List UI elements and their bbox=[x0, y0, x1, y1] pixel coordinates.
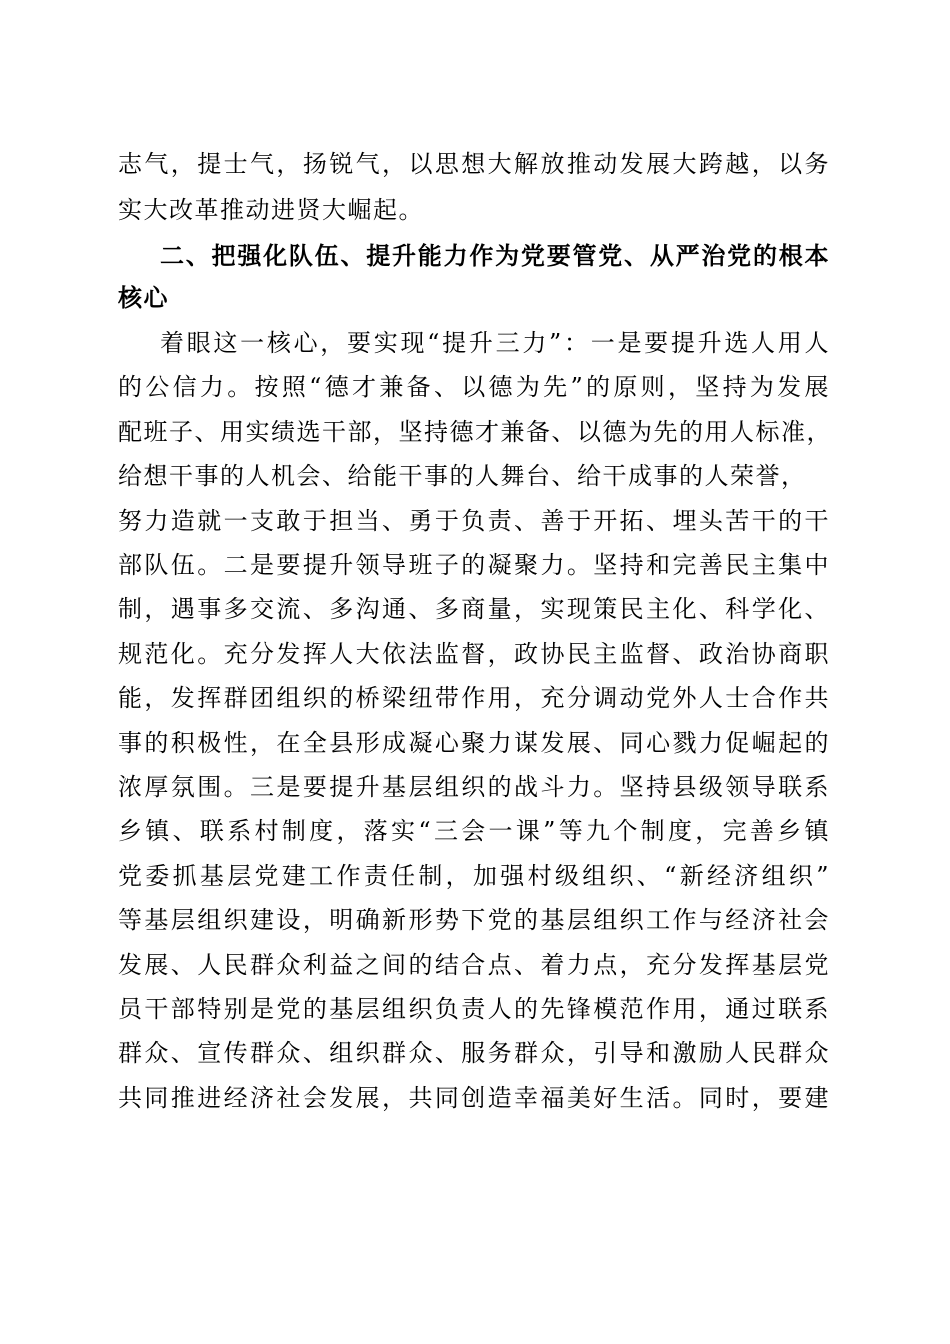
paragraph-line: 共同推进经济社会发展，共同创造幸福美好生活。同时，要建 bbox=[118, 1084, 830, 1112]
paragraph-line: 给想干事的人机会、给能干事的人舞台、给干成事的人荣誉， bbox=[118, 462, 807, 490]
paragraph-line: 乡镇、联系村制度，落实“三会一课”等九个制度，完善乡镇 bbox=[118, 817, 830, 845]
paragraph-line: 等基层组织建设，明确新形势下党的基层组织工作与经济社会 bbox=[118, 906, 830, 934]
paragraph-line: 事的积极性，在全县形成凝心聚力谋发展、同心戮力促崛起的 bbox=[118, 729, 830, 757]
section-heading-line: 核心 bbox=[118, 284, 169, 312]
paragraph-line: 党委抓基层党建工作责任制，加强村级组织、“新经济组织” bbox=[118, 862, 830, 890]
paragraph-line: 员干部特别是党的基层组织负责人的先锋模范作用，通过联系 bbox=[118, 995, 830, 1023]
paragraph-line: 制，遇事多交流、多沟通、多商量，实现策民主化、科学化、 bbox=[118, 595, 830, 623]
paragraph-line: 发展、人民群众利益之间的结合点、着力点，充分发挥基层党 bbox=[118, 951, 830, 979]
paragraph-line: 着眼这一核心，要实现“提升三力”：一是要提升选人用人 bbox=[160, 329, 830, 357]
paragraph-line: 配班子、用实绩选干部，坚持德才兼备、以德为先的用人标准， bbox=[118, 418, 832, 446]
paragraph-line: 部队伍。二是要提升领导班子的凝聚力。坚持和完善民主集中 bbox=[118, 551, 830, 579]
paragraph-line: 的公信力。按照“德才兼备、以德为先”的原则，坚持为发展 bbox=[118, 373, 830, 401]
section-heading-line: 二、把强化队伍、提升能力作为党要管党、从严治党的根本 bbox=[160, 242, 830, 270]
paragraph-line: 规范化。充分发挥人大依法监督，政协民主监督、政治协商职 bbox=[118, 640, 830, 668]
paragraph-line: 群众、宣传群众、组织群众、服务群众，引导和激励人民群众 bbox=[118, 1039, 830, 1067]
paragraph-line: 实大改革推动进贤大崛起。 bbox=[118, 196, 424, 224]
paragraph-line: 能，发挥群团组织的桥梁纽带作用，充分调动党外人士合作共 bbox=[118, 684, 830, 712]
paragraph-line: 浓厚氛围。三是要提升基层组织的战斗力。坚持县级领导联系 bbox=[118, 773, 830, 801]
paragraph-line: 努力造就一支敢于担当、勇于负责、善于开拓、埋头苦干的干 bbox=[118, 507, 830, 535]
paragraph-line: 志气，提士气，扬锐气，以思想大解放推动发展大跨越，以务 bbox=[118, 150, 830, 178]
